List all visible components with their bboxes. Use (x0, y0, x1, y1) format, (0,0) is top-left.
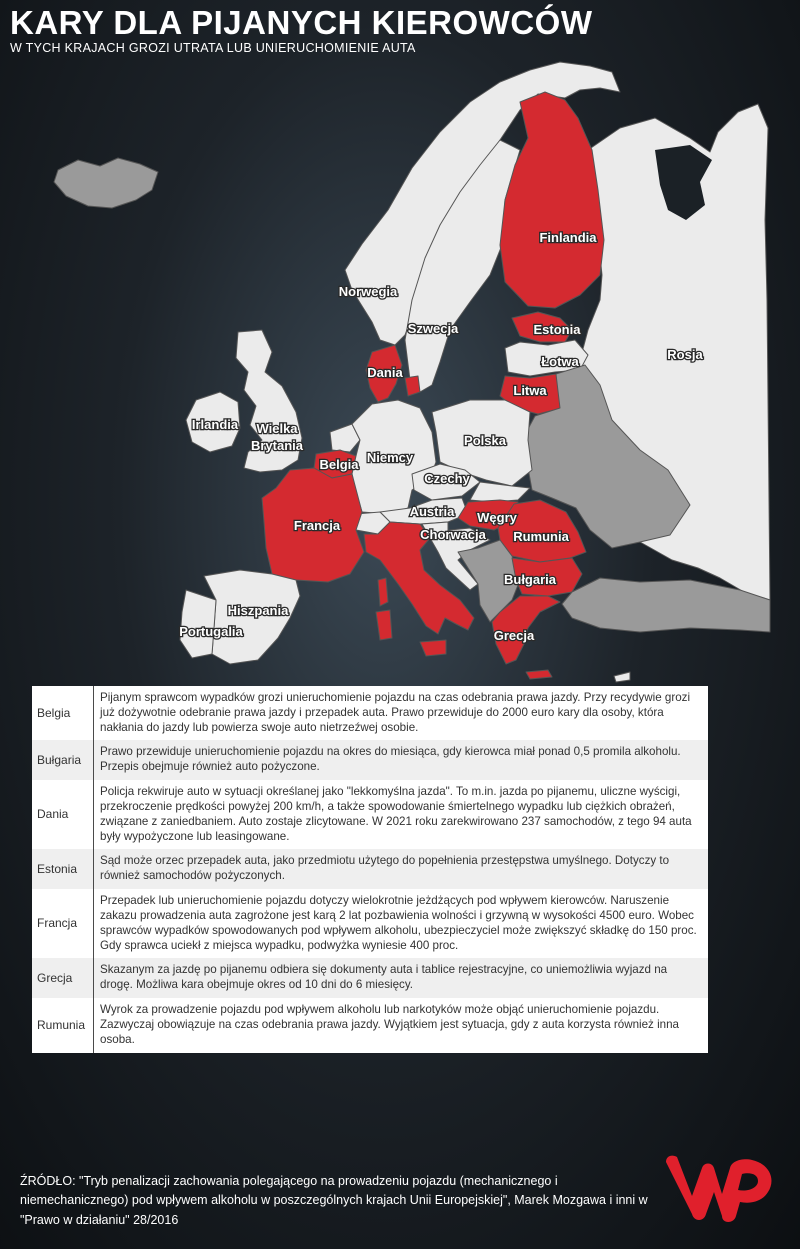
wp-logo-icon (658, 1148, 780, 1230)
table-row (32, 686, 708, 740)
description-cell: Pijanym sprawcom wypadków grozi unieruchomienie pojazdu na czas odebrania prawa jazdy. Przy recydywie grozi już dożywotnie odebranie prawa jazdy i przepadek auta. Prawo przewiduje do 2000 euro kary dla osoby, która nakłania do jazdy lub powierza swoje auto nietrzeźwej osobie. (100, 691, 691, 734)
region-finland (500, 92, 604, 308)
label-rosja: Rosja (667, 347, 703, 362)
page-subtitle: W TYCH KRAJACH GROZI UTRATA LUB UNIERUCHOMIENIE AUTA (10, 41, 416, 55)
label-grecja: Grecja (493, 628, 535, 643)
label-belgia: Belgia (319, 457, 359, 472)
label-szwecja: Szwecja (407, 321, 459, 336)
region-sardinia (376, 610, 392, 640)
table-row (32, 740, 708, 780)
label-dania: Dania (367, 365, 403, 380)
description-cell: Sąd może orzec przepadek auta, jako przedmiotu użytego do popełnienia przestępstwa umyślnego. Dotyczy to również samochodów pożyczonych. (94, 849, 709, 889)
description-cell: Wyrok za prowadzenie pojazdu pod wpływem alkoholu lub narkotyków może objąć unieruchomienie pojazdu. Zazwyczaj obowiązuje na czas odebrania prawa jazdy. Wyjątkiem jest sytuacja, gdy z auta korzysta również inna osoba. (100, 1003, 679, 1046)
region-denmark-zealand (405, 376, 420, 396)
country-cell: Dania (32, 780, 94, 849)
label-chorwacja: Chorwacja (420, 527, 486, 542)
country-cell: Francja (32, 889, 94, 958)
label-lotwa: Łotwa (541, 354, 579, 369)
region-sicily (420, 640, 446, 656)
table-row (32, 780, 708, 849)
label-finlandia: Finlandia (539, 230, 597, 245)
label-polska: Polska (464, 433, 506, 448)
label-wegry: Węgry (477, 510, 517, 525)
label-norwegia: Norwegia (338, 284, 398, 299)
country-cell: Belgia (32, 686, 94, 740)
label-brytania: Brytania (250, 438, 304, 453)
description-cell: Prawo przewiduje unieruchomienie pojazdu na okres do miesiąca, gdy kierowca miał ponad 0,5 promila alkoholu. Przepis obejmuje również auto pożyczone. (94, 740, 709, 780)
page-title: KARY DLA PIJANYCH KIEROWCÓW (10, 4, 593, 41)
label-austria: Austria (409, 504, 455, 519)
penalties-table (32, 686, 708, 1053)
label-hiszpania: Hiszpania (227, 603, 289, 618)
table-row (32, 849, 708, 889)
label-estonia: Estonia (533, 322, 581, 337)
table-row (32, 889, 708, 958)
country-cell: Rumunia (32, 998, 94, 1052)
label-irlandia: Irlandia (191, 417, 239, 432)
country-cell: Grecja (32, 958, 94, 998)
table-row (32, 998, 708, 1052)
label-francja: Francja (293, 518, 341, 533)
label-portugalia: Portugalia (179, 624, 243, 639)
label-wielka: Wielka (256, 421, 298, 436)
label-bulgaria: Bułgaria (503, 572, 557, 587)
country-cell: Bułgaria (32, 740, 94, 780)
description-cell: Przepadek lub unieruchomienie pojazdu dotyczy wielokrotnie jeżdżących pod wpływem kierowców. Naruszenie zakazu prowadzenia auta zagrożone jest karą 2 lat pozbawienia wolności i grzywną w wysokości 4500 euro. Wobec sprawców wypadków spowodowanych pod wpływem alkoholu, ubezpieczyciel może zwiększyć składkę do 150 proc. Gdy sprawca uciekł z miejsca wypadku, podwyżka wyniesie 400 proc. (100, 894, 697, 952)
country-cell: Estonia (32, 849, 94, 889)
label-czechy: Czechy (424, 471, 470, 486)
label-litwa: Litwa (513, 383, 547, 398)
region-iceland (54, 158, 158, 208)
source-note: ŹRÓDŁO: "Tryb penalizacji zachowania polegającego na prowadzeniu pojazdu (mechanicznego i niemechanicznego) pod wpływem alkoholu w poszczególnych krajach Unii Europejskiej", Marek Mozgawa i inni w "Prawo w działaniu" 28/2016 (20, 1174, 648, 1227)
region-cyprus (614, 672, 630, 682)
region-crete (526, 670, 552, 679)
label-rumunia: Rumunia (513, 529, 569, 544)
description-cell: Skazanym za jazdę po pijanemu odbiera się dokumenty auta i tablice rejestracyjne, co uniemożliwia wyjazd na drogę. Możliwa kara obejmuje okres od 10 dni do 6 miesięcy. (94, 958, 709, 998)
region-corsica (378, 578, 388, 606)
description-cell: Policja rekwiruje auto w sytuacji określanej jako "lekkomyślna jazda". To m.in. jazda po pijanemu, uliczne wyścigi, przekroczenie prędkości powyżej 200 km/h, a także spowodowanie śmiertelnego wypadku lub ciężkich obrażeń, związane z zaniedbaniem. Auto zostaje zlicytowane. W 2021 roku zarekwirowano 237 samochodów, z tego 94 auta były wypożyczone lub leasingowane. (100, 785, 692, 843)
region-slovakia (470, 482, 530, 502)
table-row (32, 958, 708, 998)
label-niemcy: Niemcy (366, 450, 414, 465)
